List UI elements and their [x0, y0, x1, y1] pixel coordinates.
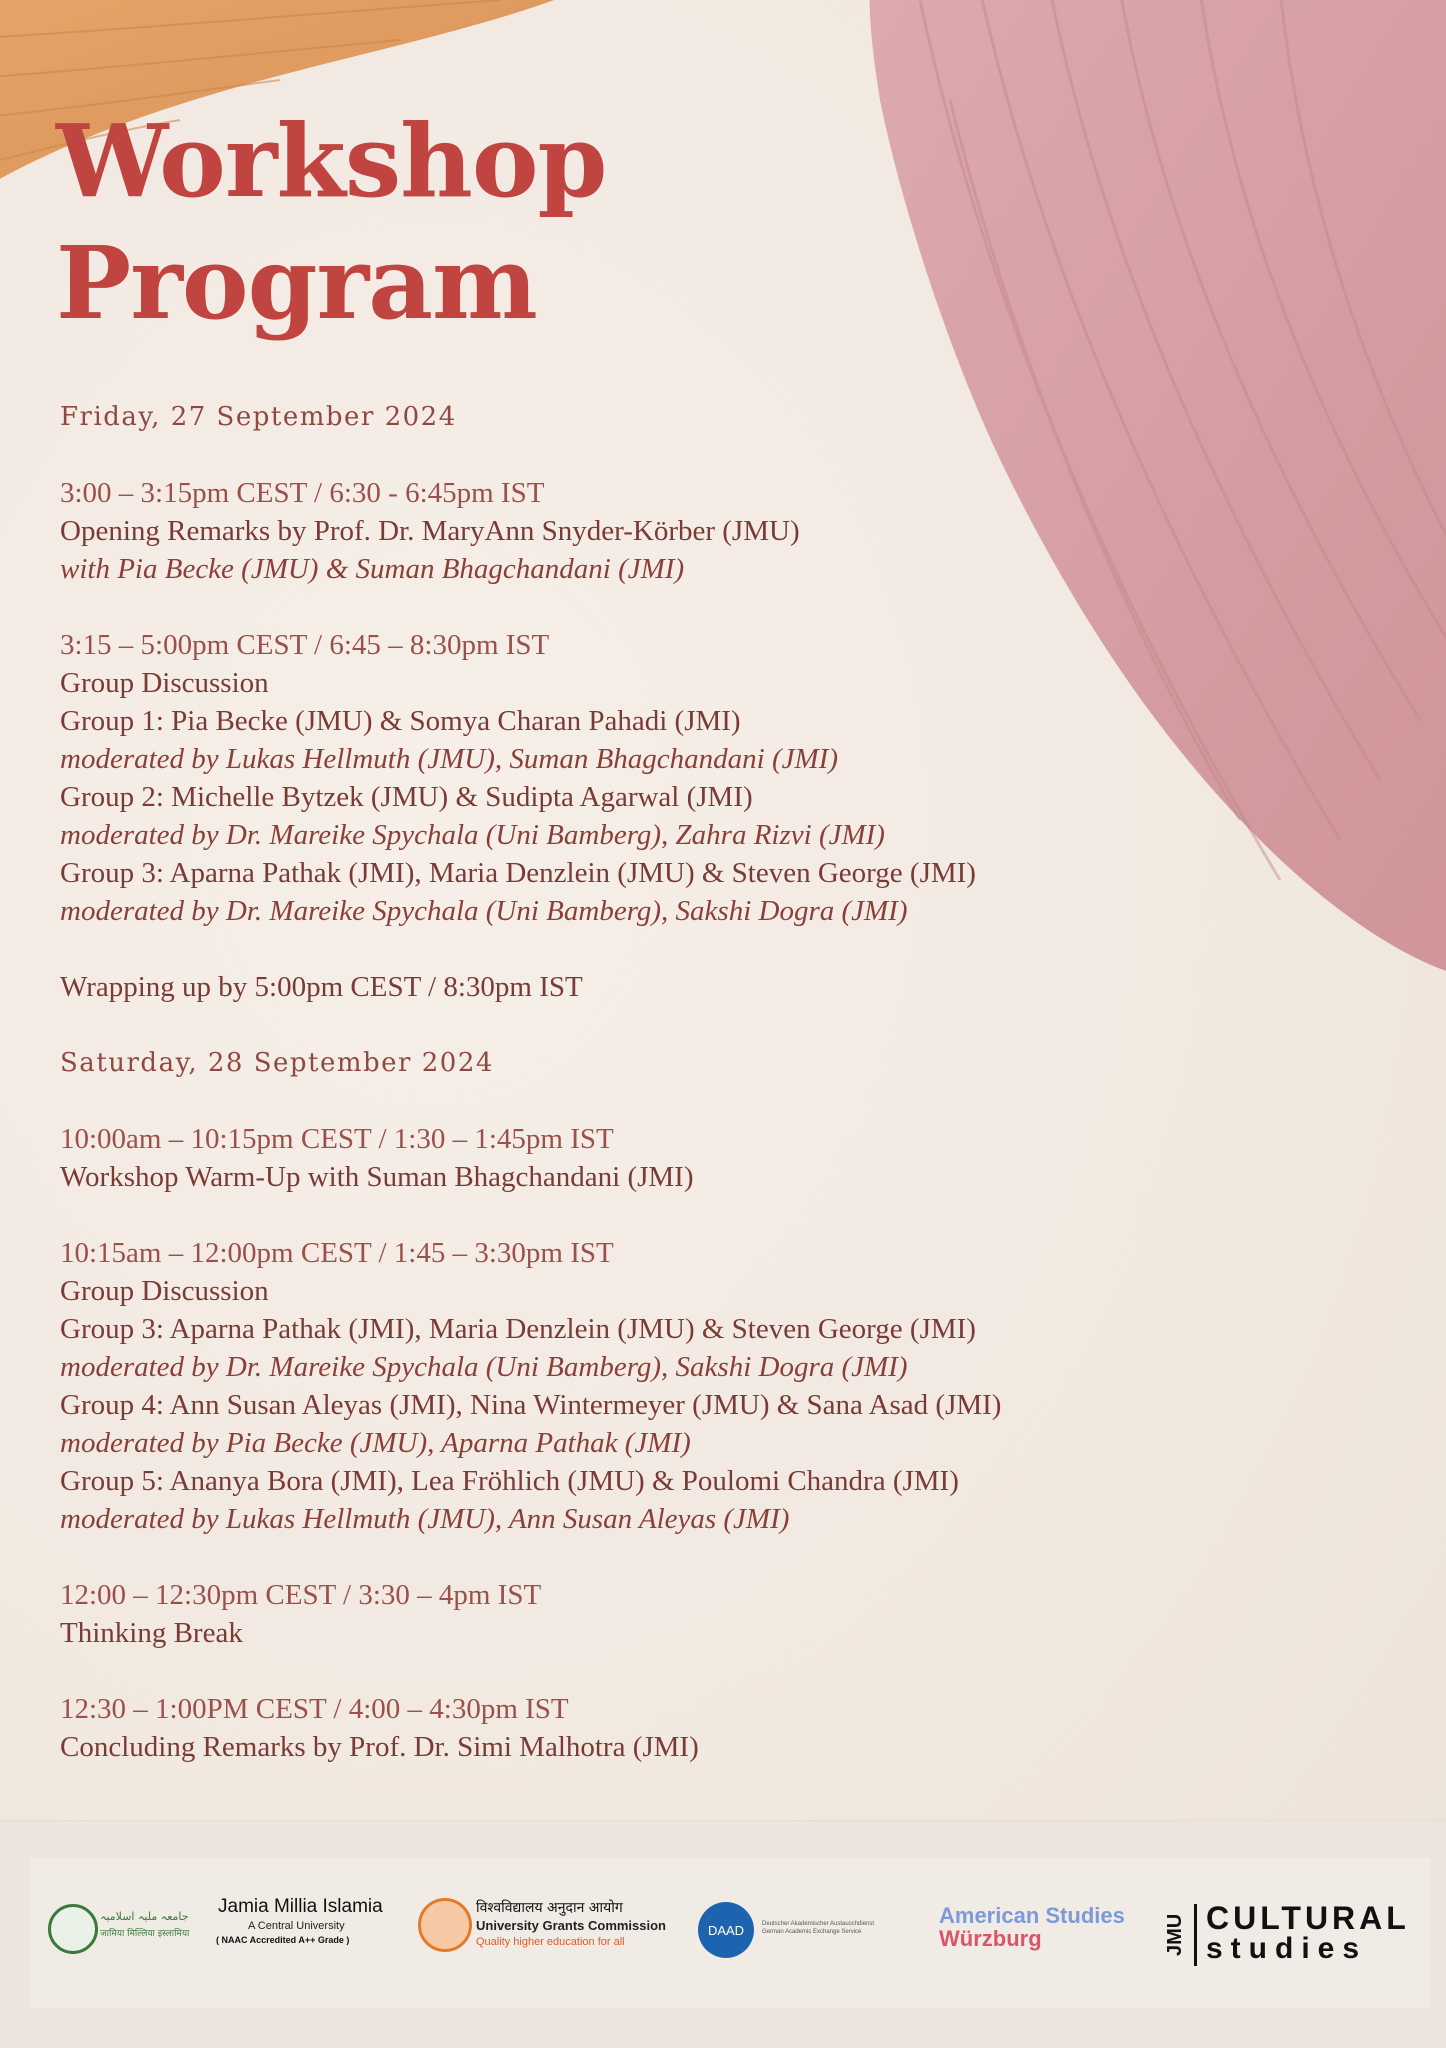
ugc-emblem-icon — [418, 1898, 472, 1952]
group-entry: Group 5: Ananya Bora (JMI), Lea Fröhlich (JMU) & Poulomi Chandra (JMI) — [60, 1465, 959, 1497]
session-time: 12:00 – 12:30pm CEST / 3:30 – 4pm IST — [60, 1579, 542, 1611]
jmi-subtitle: A Central University — [248, 1920, 345, 1932]
group-moderators: moderated by Dr. Mareike Spychala (Uni Bamberg), Sakshi Dogra (JMI) — [60, 1351, 908, 1383]
cs-line-2: studies — [1206, 1932, 1368, 1965]
day-1-heading: Friday, 27 September 2024 — [60, 402, 457, 432]
asw-line-1: American Studies — [939, 1903, 1125, 1928]
daad-circle-icon: DAAD — [698, 1902, 754, 1958]
ugc-hindi-name: विश्वविद्यालय अनुदान आयोग — [476, 1900, 623, 1916]
partner-logos — [30, 1858, 1430, 2008]
session-title: Group Discussion — [60, 1275, 269, 1307]
jmu-mark: JMU — [1164, 1913, 1186, 1957]
jmi-urdu-name: جامعہ ملیہ اسلامیہ — [100, 1910, 189, 1923]
title-line-2: Program — [56, 224, 537, 342]
page-title — [56, 100, 606, 344]
session-time: 10:00am – 10:15pm CEST / 1:30 – 1:45pm IST — [60, 1123, 614, 1155]
session-participants: with Pia Becke (JMU) & Suman Bhagchandani (JMI) — [60, 553, 685, 585]
day-2-heading: Saturday, 28 September 2024 — [60, 1048, 494, 1078]
daad-logo — [698, 1902, 928, 1962]
session-time: 3:00 – 3:15pm CEST / 6:30 - 6:45pm IST — [60, 477, 545, 509]
group-entry: Group 4: Ann Susan Aleyas (JMI), Nina Wintermeyer (JMU) & Sana Asad (JMI) — [60, 1389, 1002, 1421]
session-title: Workshop Warm-Up with Suman Bhagchandani (JMI) — [60, 1161, 694, 1193]
ugc-logo — [418, 1896, 698, 1966]
daad-text — [762, 1920, 874, 1936]
logo-divider — [1194, 1904, 1197, 1966]
jmi-emblem-icon — [48, 1904, 98, 1954]
jmi-logo — [38, 1896, 413, 1966]
asw-line-2: Würzburg — [939, 1926, 1042, 1951]
session-title: Concluding Remarks by Prof. Dr. Simi Malhotra (JMI) — [60, 1731, 699, 1763]
group-entry: Group 3: Aparna Pathak (JMI), Maria Denzlein (JMU) & Steven George (JMI) — [60, 857, 976, 889]
session-title: Thinking Break — [60, 1617, 243, 1649]
ugc-name: University Grants Commission — [476, 1918, 666, 1933]
title-line-1: Workshop — [56, 102, 607, 220]
cultural-studies-logo — [1164, 1898, 1424, 1968]
group-entry: Group 1: Pia Becke (JMU) & Somya Charan Pahadi (JMI) — [60, 705, 741, 737]
group-moderators: moderated by Pia Becke (JMU), Aparna Pathak (JMI) — [60, 1427, 691, 1459]
session-time: 12:30 – 1:00PM CEST / 4:00 – 4:30pm IST — [60, 1693, 569, 1725]
daad-name-german: Deutscher Akademischer Austauschdienst — [762, 1921, 875, 1927]
group-moderators: moderated by Lukas Hellmuth (JMU), Ann Susan Aleyas (JMI) — [60, 1503, 790, 1535]
jmi-name: Jamia Millia Islamia — [218, 1896, 383, 1917]
ugc-tagline: Quality higher education for all — [476, 1936, 625, 1948]
wrap-up-note: Wrapping up by 5:00pm CEST / 8:30pm IST — [60, 971, 583, 1003]
cs-line-1: CULTURAL — [1206, 1900, 1410, 1936]
jmi-hindi-name: जामिया मिल्लिया इस्लामिया — [100, 1929, 190, 1939]
group-entry: Group 2: Michelle Bytzek (JMU) & Sudipta Agarwal (JMI) — [60, 781, 753, 813]
session-title: Group Discussion — [60, 667, 269, 699]
american-studies-wurzburg-logo — [939, 1904, 1125, 1950]
session-title: Opening Remarks by Prof. Dr. MaryAnn Snyder-Körber (JMU) — [60, 515, 800, 547]
group-entry: Group 3: Aparna Pathak (JMI), Maria Denzlein (JMU) & Steven George (JMI) — [60, 1313, 976, 1345]
group-moderators: moderated by Lukas Hellmuth (JMU), Suman Bhagchandani (JMI) — [60, 743, 838, 775]
session-time: 10:15am – 12:00pm CEST / 1:45 – 3:30pm IST — [60, 1237, 614, 1269]
group-moderators: moderated by Dr. Mareike Spychala (Uni Bamberg), Sakshi Dogra (JMI) — [60, 895, 908, 927]
session-time: 3:15 – 5:00pm CEST / 6:45 – 8:30pm IST — [60, 629, 550, 661]
jmi-accreditation: ( NAAC Accredited A++ Grade ) — [216, 1935, 350, 1945]
program-schedule — [60, 398, 1180, 1766]
daad-name-english: German Academic Exchange Service — [762, 1929, 862, 1935]
group-moderators: moderated by Dr. Mareike Spychala (Uni Bamberg), Zahra Rizvi (JMI) — [60, 819, 885, 851]
